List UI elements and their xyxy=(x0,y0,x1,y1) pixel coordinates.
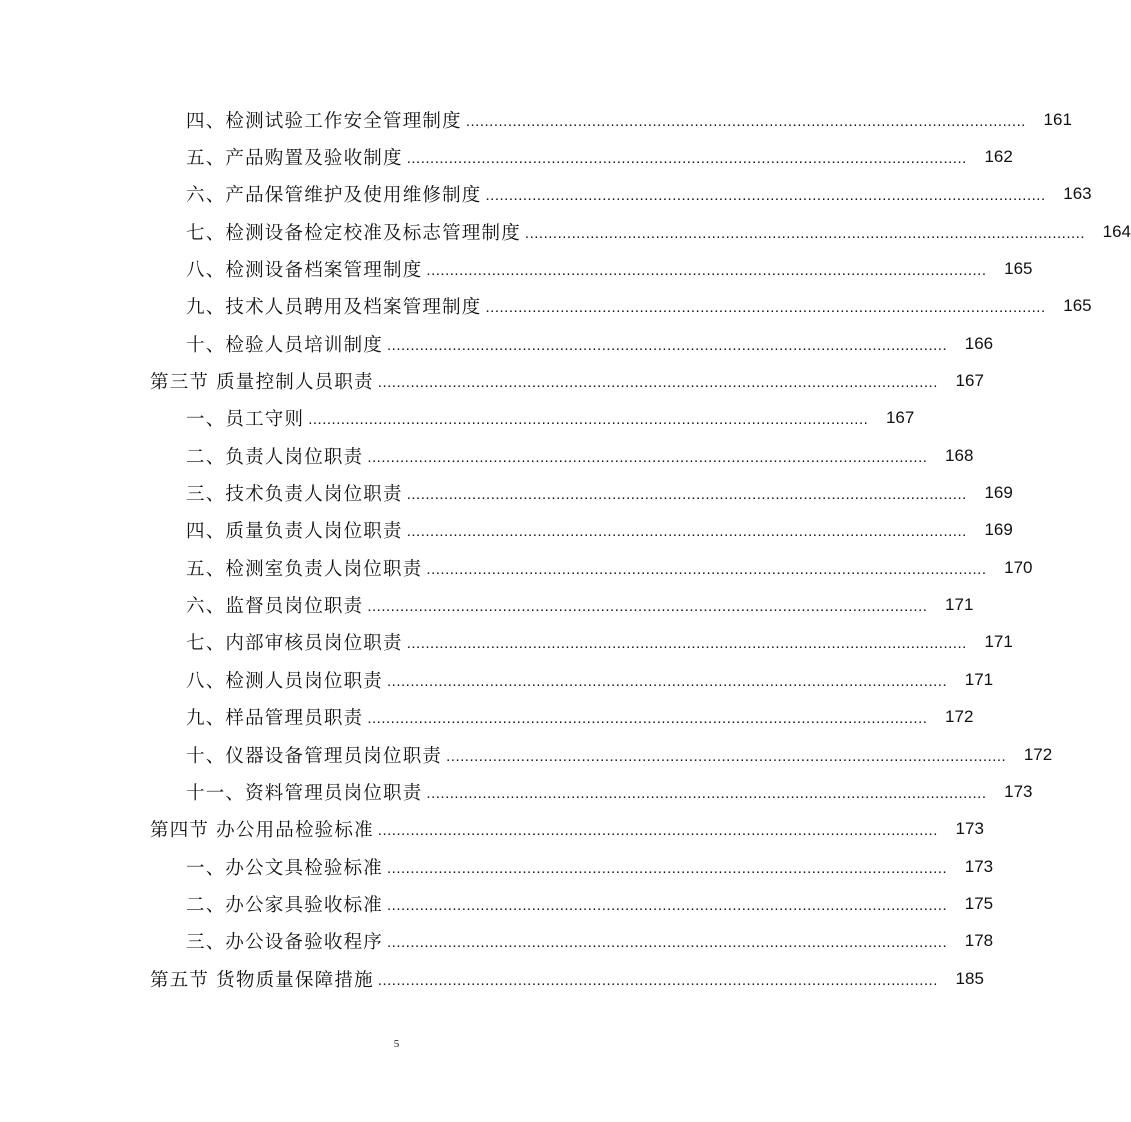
toc-entry-title: 九、技术人员聘用及档案管理制度 xyxy=(186,297,482,319)
toc-entry-title: 八、检测设备档案管理制度 xyxy=(186,260,423,282)
toc-entry-title: 七、检测设备检定校准及标志管理制度 xyxy=(186,222,521,244)
toc-leader-dots: ........................................................................................................................ xyxy=(485,187,1046,205)
toc-entry-page: 163 xyxy=(1063,184,1092,204)
toc-leader-dots: ........................................................................................................................ xyxy=(367,598,928,616)
toc-subsection-entry[interactable] xyxy=(0,885,994,922)
toc-leader-dots: ........................................................................................................................ xyxy=(377,971,938,989)
toc-entry-page: 165 xyxy=(1004,259,1033,279)
toc-entry-page: 172 xyxy=(945,707,974,727)
toc-leader-dots: ........................................................................................................................ xyxy=(446,747,1007,765)
toc-subsection-entry[interactable] xyxy=(0,437,974,474)
toc-subsection-entry[interactable] xyxy=(0,250,1033,287)
toc-leader-dots: ........................................................................................................................ xyxy=(387,934,948,952)
toc-entry-page: 170 xyxy=(1004,557,1033,577)
toc-entry-title: 五、产品购置及验收制度 xyxy=(186,148,403,170)
toc-entry-page: 162 xyxy=(984,147,1013,167)
toc-entry-page: 185 xyxy=(955,968,984,988)
toc-subsection-entry[interactable] xyxy=(0,325,994,362)
toc-entry-page: 169 xyxy=(984,520,1013,540)
toc-entry-page: 173 xyxy=(955,819,984,839)
toc-entry-page: 173 xyxy=(964,856,994,876)
toc-leader-dots: ........................................................................................................................ xyxy=(387,336,948,354)
toc-entry-title: 二、办公家具验收标准 xyxy=(186,894,384,916)
toc-leader-dots: ........................................................................................................................ xyxy=(387,896,948,914)
toc-subsection-entry[interactable] xyxy=(0,213,1131,250)
toc-subsection-entry[interactable] xyxy=(0,661,994,698)
toc-leader-dots: ........................................................................................................................ xyxy=(367,448,928,466)
toc-leader-dots: ........................................................................................................................ xyxy=(524,224,1086,242)
page-number: 5 xyxy=(393,1038,400,1050)
toc-entry-title: 九、样品管理员职责 xyxy=(186,708,364,730)
toc-leader-dots: ........................................................................................................................ xyxy=(426,784,987,802)
toc-entry-page: 173 xyxy=(1004,781,1033,801)
toc-leader-dots: ........................................................................................................................ xyxy=(406,486,967,504)
toc-entry-page: 167 xyxy=(885,408,915,428)
toc-subsection-entry[interactable] xyxy=(0,773,1033,810)
toc-leader-dots: ........................................................................................................................ xyxy=(377,374,938,392)
toc-entry-title: 第四节 办公用品检验标准 xyxy=(150,820,374,842)
toc-leader-dots: ........................................................................................................................ xyxy=(387,672,948,690)
toc-entry-title: 八、检测人员岗位职责 xyxy=(186,670,384,692)
toc-entry-title: 二、负责人岗位职责 xyxy=(186,446,364,468)
toc-subsection-entry[interactable] xyxy=(0,848,994,885)
toc-subsection-entry[interactable] xyxy=(0,512,1013,549)
toc-entry-page: 165 xyxy=(1063,296,1092,316)
toc-subsection-entry[interactable] xyxy=(0,400,915,437)
toc-entry-page: 172 xyxy=(1023,744,1053,764)
toc-leader-dots: ........................................................................................................................ xyxy=(367,710,928,728)
toc-entry-page: 171 xyxy=(964,669,994,689)
toc-entry-title: 十、检验人员培训制度 xyxy=(186,334,384,356)
toc-section-entry[interactable] xyxy=(0,362,984,399)
toc-entry-page: 164 xyxy=(1102,221,1131,241)
toc-subsection-entry[interactable] xyxy=(0,138,1013,175)
toc-leader-dots: ........................................................................................................................ xyxy=(406,635,967,653)
toc-entry-title: 一、办公文具检验标准 xyxy=(186,857,384,879)
toc-entry-page: 166 xyxy=(964,333,994,353)
toc-entry-page: 167 xyxy=(955,371,984,391)
toc-section-entry[interactable] xyxy=(0,960,984,997)
toc-entry-title: 五、检测室负责人岗位职责 xyxy=(186,558,423,580)
toc-entry-page: 171 xyxy=(984,632,1013,652)
toc-entry-page: 161 xyxy=(1043,109,1072,129)
toc-entry-title: 六、产品保管维护及使用维修制度 xyxy=(186,185,482,207)
toc-leader-dots: ........................................................................................................................ xyxy=(406,523,967,541)
toc-entry-page: 171 xyxy=(945,595,974,615)
toc-section-entry[interactable] xyxy=(0,811,984,848)
toc-leader-dots: ........................................................................................................................ xyxy=(377,822,938,840)
toc-leader-dots: ........................................................................................................................ xyxy=(426,560,987,578)
toc-leader-dots: ........................................................................................................................ xyxy=(308,411,869,429)
toc-entry-title: 三、技术负责人岗位职责 xyxy=(186,484,403,506)
toc-subsection-entry[interactable] xyxy=(0,699,974,736)
toc-leader-dots: ........................................................................................................................ xyxy=(485,299,1046,317)
toc-entry-title: 第三节 质量控制人员职责 xyxy=(150,372,374,394)
toc-leader-dots: ........................................................................................................................ xyxy=(465,112,1026,130)
toc-entry-title: 第五节 货物质量保障措施 xyxy=(150,969,374,991)
toc-subsection-entry[interactable] xyxy=(0,586,974,623)
toc-subsection-entry[interactable] xyxy=(0,288,1092,325)
toc-subsection-entry[interactable] xyxy=(0,101,1072,138)
toc-entry-page: 168 xyxy=(945,445,974,465)
toc-leader-dots: ........................................................................................................................ xyxy=(387,859,948,877)
toc-subsection-entry[interactable] xyxy=(0,923,994,960)
toc-subsection-entry[interactable] xyxy=(0,176,1092,213)
toc-entry-page: 178 xyxy=(964,931,994,951)
toc-entry-title: 七、内部审核员岗位职责 xyxy=(186,633,403,655)
toc-entry-title: 四、检测试验工作安全管理制度 xyxy=(186,110,462,132)
toc-entry-title: 十一、资料管理员岗位职责 xyxy=(186,782,423,804)
toc-entry-page: 175 xyxy=(964,893,994,913)
toc-entry-page: 169 xyxy=(984,483,1013,503)
toc-subsection-entry[interactable] xyxy=(0,736,1053,773)
toc-entry-title: 三、办公设备验收程序 xyxy=(186,932,384,954)
toc-entry-title: 六、监督员岗位职责 xyxy=(186,596,364,618)
toc-leader-dots: ........................................................................................................................ xyxy=(406,150,967,168)
toc-entry-title: 十、仪器设备管理员岗位职责 xyxy=(186,745,443,767)
toc-entry-title: 一、员工守则 xyxy=(186,409,305,431)
toc-subsection-entry[interactable] xyxy=(0,474,1013,511)
table-of-contents xyxy=(0,101,1131,997)
toc-leader-dots: ........................................................................................................................ xyxy=(426,262,987,280)
toc-subsection-entry[interactable] xyxy=(0,624,1013,661)
toc-subsection-entry[interactable] xyxy=(0,549,1033,586)
toc-entry-title: 四、质量负责人岗位职责 xyxy=(186,521,403,543)
